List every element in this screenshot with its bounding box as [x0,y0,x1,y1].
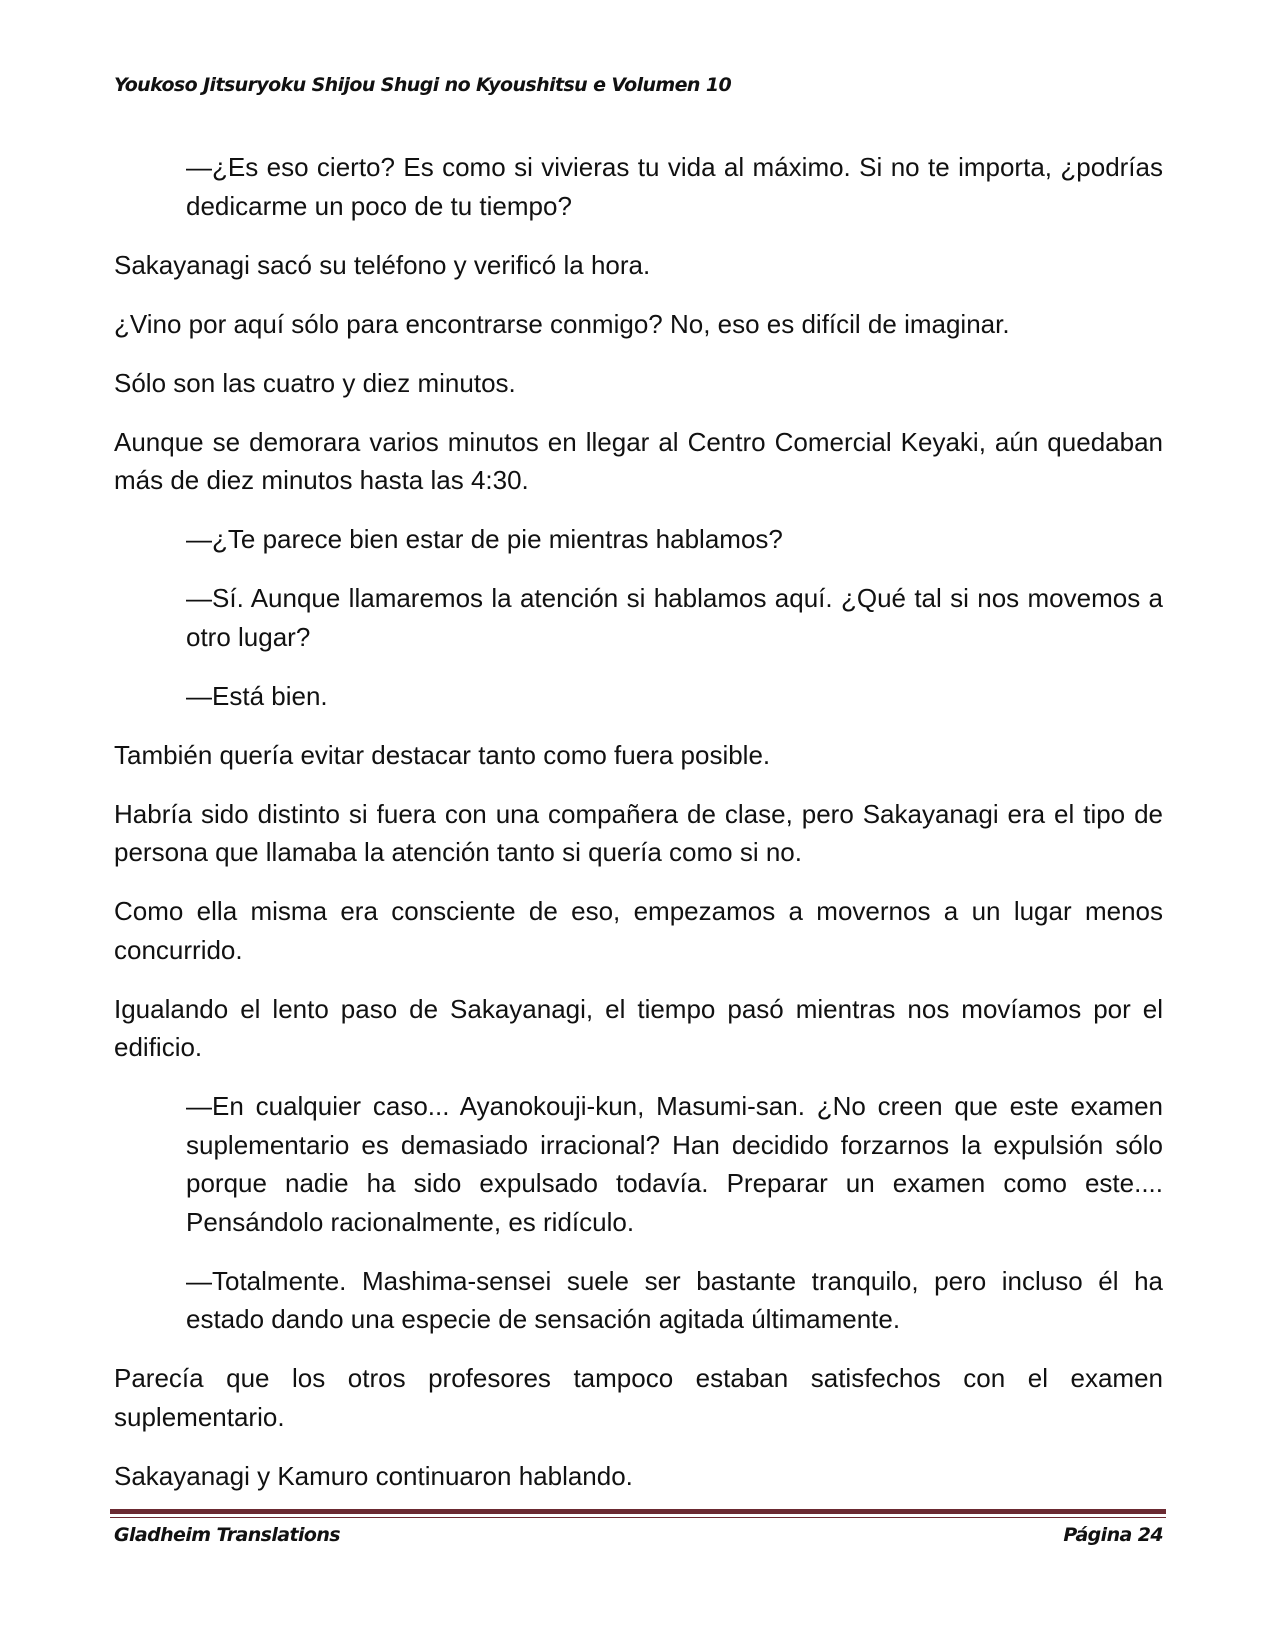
dialogue-paragraph: —Sí. Aunque llamaremos la atención si hablamos aquí. ¿Qué tal si nos movemos a otro lugar? [186,583,1163,652]
narration-paragraph: Aunque se demorara varios minutos en llegar al Centro Comercial Keyaki, aún quedaban más de diez minutos hasta las 4:30. [114,426,1163,495]
narration-paragraph: ¿Vino por aquí sólo para encontrarse conmigo? No, eso es difícil de imaginar. [114,308,1010,339]
dialogue-paragraph: —¿Te parece bien estar de pie mientras hablamos? [186,524,783,554]
dialogue-paragraph: —En cualquier caso... Ayanokouji-kun, Masumi-san. ¿No creen que este examen suplementario es demasiado irracional? Han decidido forzarnos la expulsión sólo porque nadie ha sido expulsado todavía. Preparar un examen como este.... Pensándolo racionalmente, es ridículo. [186,1091,1163,1237]
narration-paragraph: Habría sido distinto si fuera con una compañera de clase, pero Sakayanagi era el tipo de persona que llamaba la atención tanto si quería como si no. [114,798,1163,867]
footer-rule-thin [110,1517,1166,1518]
dialogue-paragraph: —Totalmente. Mashima-sensei suele ser bastante tranquilo, pero incluso él ha estado dando una especie de sensación agitada últimamente. [186,1265,1163,1334]
narration-paragraph: Igualando el lento paso de Sakayanagi, el tiempo pasó mientras nos movíamos por el edificio. [114,993,1163,1062]
page-body [114,148,1163,1516]
dialogue-paragraph: —Está bien. [186,680,328,711]
page-number: Página 24 [1063,1524,1163,1546]
narration-paragraph: Como ella misma era consciente de eso, empezamos a movernos a un lugar menos concurrido. [114,896,1163,965]
page-header: Youkoso Jitsuryoku Shijou Shugi no Kyoushitsu e Volumen 10 [114,74,732,96]
footer-translator: Gladheim Translations [114,1524,340,1546]
narration-paragraph: Sakayanagi y Kamuro continuaron hablando. [114,1460,633,1491]
footer-rule [110,1509,1166,1514]
dialogue-paragraph: —¿Es eso cierto? Es como si vivieras tu vida al máximo. Si no te importa, ¿podrías dedicarme un poco de tu tiempo? [186,152,1163,221]
narration-paragraph: Sakayanagi sacó su teléfono y verificó la hora. [114,249,651,280]
narration-paragraph: Sólo son las cuatro y diez minutos. [114,367,516,398]
narration-paragraph: También quería evitar destacar tanto como fuera posible. [114,739,771,770]
narration-paragraph: Parecía que los otros profesores tampoco estaban satisfechos con el examen suplementario. [114,1363,1163,1432]
